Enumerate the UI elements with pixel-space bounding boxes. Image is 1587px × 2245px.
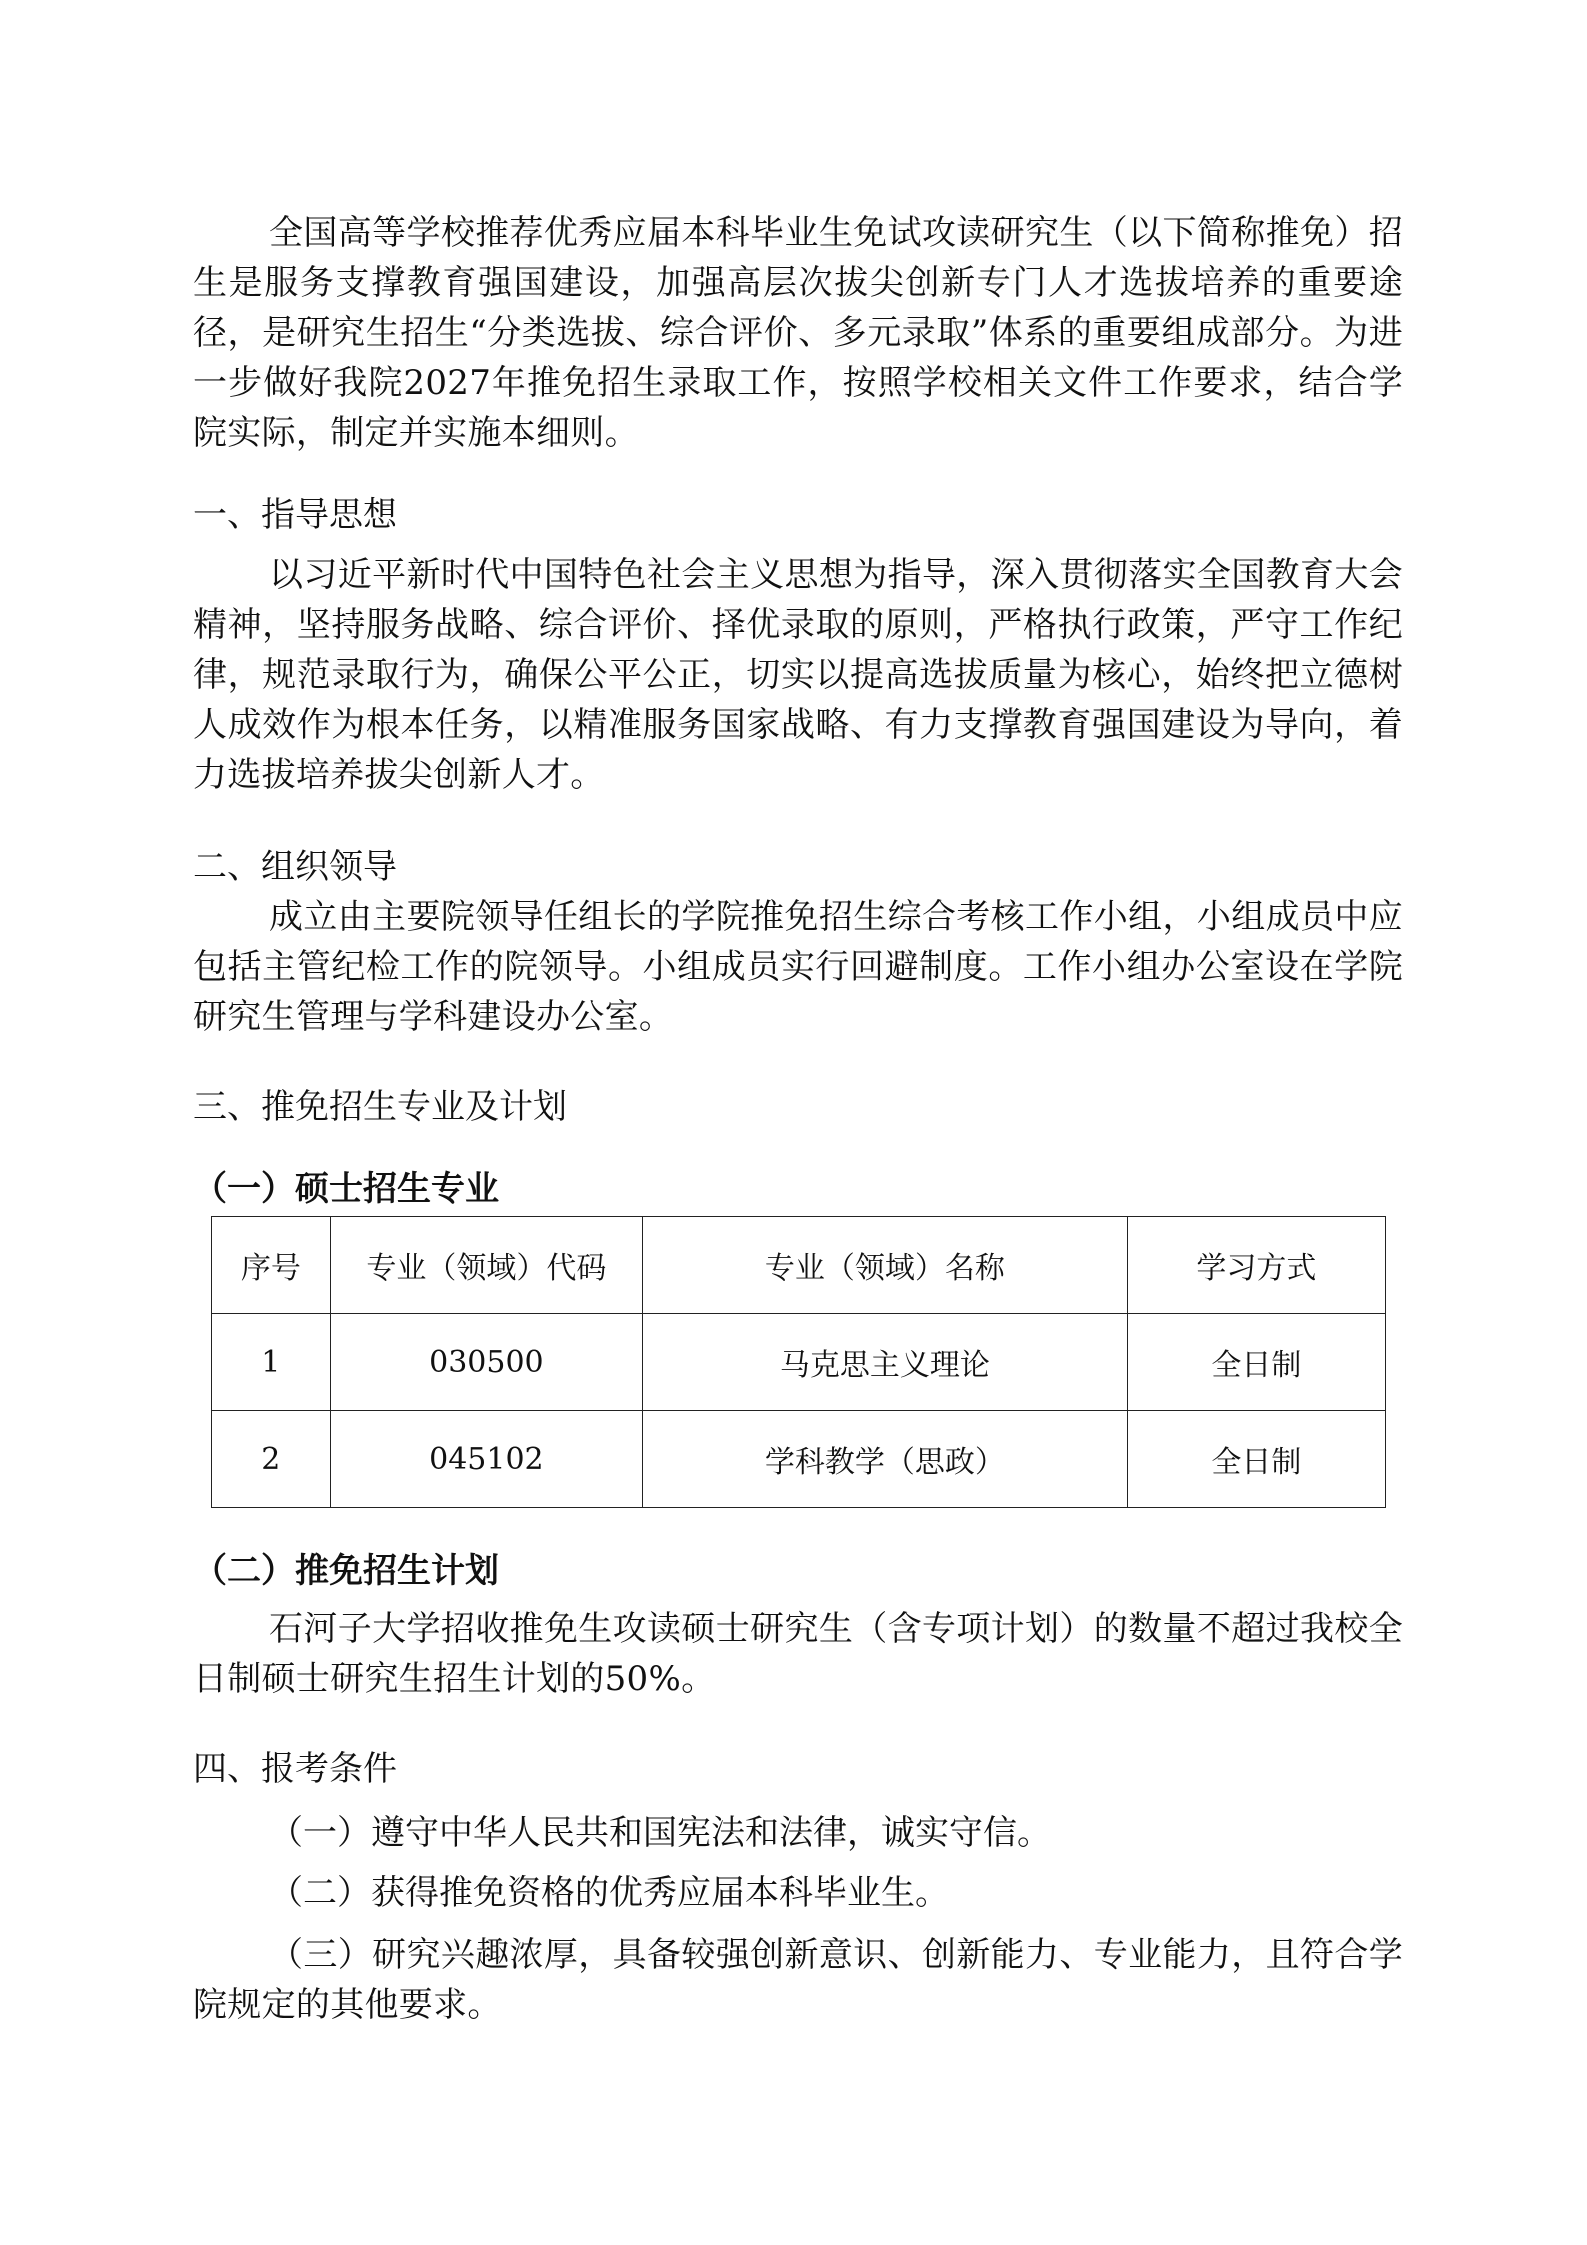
table-row bbox=[212, 1411, 1386, 1508]
row-1-code: 030500 bbox=[330, 1314, 642, 1411]
row-2-name: 学科教学（思政） bbox=[643, 1411, 1128, 1508]
row-1-mode: 全日制 bbox=[1127, 1314, 1385, 1411]
section-2-title: 二、组织领导 bbox=[193, 847, 397, 887]
row-1-index: 1 bbox=[212, 1314, 331, 1411]
condition-item-2: （二）获得推免资格的优秀应届本科毕业生。 bbox=[269, 1873, 949, 1913]
row-2-mode: 全日制 bbox=[1127, 1411, 1385, 1508]
condition-item-3: （三）研究兴趣浓厚，具备较强创新意识、创新能力、专业能力，且符合学院规定的其他要求。 bbox=[193, 1935, 1403, 2025]
table-row bbox=[212, 1314, 1386, 1411]
section-4-title: 四、报考条件 bbox=[193, 1749, 397, 1789]
section-3-sub2: （二）推免招生计划 bbox=[193, 1551, 499, 1591]
intro-paragraph: 全国高等学校推荐优秀应届本科毕业生免试攻读研究生（以下简称推免）招生是服务支撑教育强国建设，加强高层次拔尖创新专门人才选拔培养的重要途径，是研究生招生“分类选拔、综合评价、多元录取”体系的重要组成部分。为进一步做好我院2027年推免招生录取工作，按照学校相关文件工作要求，结合学院实际，制定并实施本细则。 bbox=[193, 213, 1403, 453]
header-index: 序号 bbox=[212, 1217, 331, 1314]
section-2-body: 成立由主要院领导任组长的学院推免招生综合考核工作小组，小组成员中应包括主管纪检工作的院领导。小组成员实行回避制度。工作小组办公室设在学院研究生管理与学科建设办公室。 bbox=[193, 897, 1403, 1037]
row-2-index: 2 bbox=[212, 1411, 331, 1508]
row-1-name: 马克思主义理论 bbox=[643, 1314, 1128, 1411]
section-3-title: 三、推免招生专业及计划 bbox=[193, 1087, 567, 1127]
section-1-title: 一、指导思想 bbox=[193, 495, 397, 535]
row-2-code: 045102 bbox=[330, 1411, 642, 1508]
plan-paragraph: 石河子大学招收推免生攻读硕士研究生（含专项计划）的数量不超过我校全日制硕士研究生招生计划的50%。 bbox=[193, 1609, 1403, 1699]
majors-table bbox=[211, 1216, 1386, 1508]
section-1-body: 以习近平新时代中国特色社会主义思想为指导，深入贯彻落实全国教育大会精神，坚持服务战略、综合评价、择优录取的原则，严格执行政策，严守工作纪律，规范录取行为，确保公平公正，切实以提高选拔质量为核心，始终把立德树人成效作为根本任务，以精准服务国家战略、有力支撑教育强国建设为导向，着力选拔培养拔尖创新人才。 bbox=[193, 555, 1403, 795]
condition-item-1: （一）遵守中华人民共和国宪法和法律，诚实守信。 bbox=[269, 1813, 1051, 1853]
section-3-sub1: （一）硕士招生专业 bbox=[193, 1169, 499, 1209]
header-mode: 学习方式 bbox=[1127, 1217, 1385, 1314]
table-header-row bbox=[212, 1217, 1386, 1314]
header-name: 专业（领域）名称 bbox=[643, 1217, 1128, 1314]
header-code: 专业（领域）代码 bbox=[330, 1217, 642, 1314]
